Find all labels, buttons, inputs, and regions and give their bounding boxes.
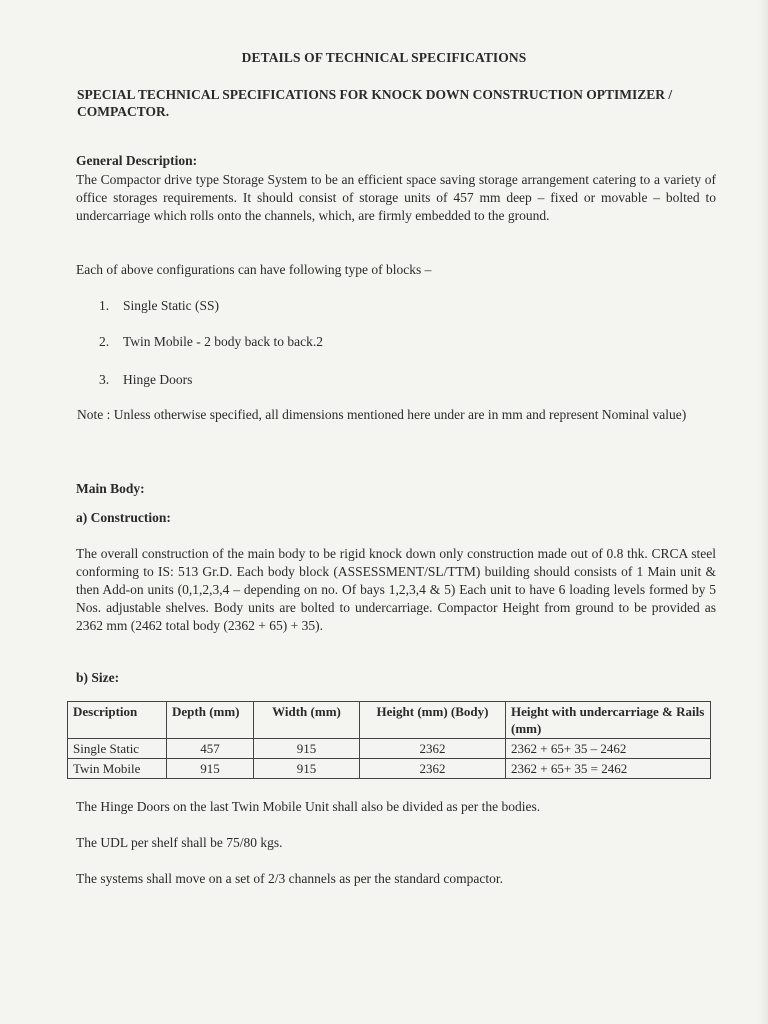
table-cell: Single Static	[68, 739, 167, 759]
table-header-cell: Height (mm) (Body)	[360, 702, 506, 739]
list-item-number: 2.	[99, 334, 110, 349]
table-header-cell: Height with undercarriage & Rails (mm)	[506, 702, 711, 739]
scan-edge-shadow	[758, 0, 768, 1024]
spec-title: SPECIAL TECHNICAL SPECIFICATIONS FOR KNOCK DOWN CONSTRUCTION OPTIMIZER / COMPACTOR.	[77, 87, 673, 119]
document-title: DETAILS OF TECHNICAL SPECIFICATIONS	[241, 50, 527, 65]
list-item	[99, 334, 323, 350]
table-header-cell: Width (mm)	[254, 702, 360, 739]
table-cell: 2362	[360, 759, 506, 779]
note-text: Note : Unless otherwise specified, all dimensions mentioned here under are in mm and represent Nominal value)	[77, 407, 687, 422]
note	[77, 406, 697, 424]
table-cell: 915	[254, 739, 360, 759]
table-header-cell: Depth (mm)	[167, 702, 254, 739]
list-item-label: Twin Mobile - 2 body back to back.2	[123, 334, 324, 349]
list-item-label: Hinge Doors	[123, 372, 193, 387]
table-cell: Twin Mobile	[68, 759, 167, 779]
closing-paragraph: The Hinge Doors on the last Twin Mobile Unit shall also be divided as per the bodies.	[76, 799, 541, 814]
table-row	[68, 759, 711, 779]
table-cell: 915	[254, 759, 360, 779]
table-header-cell: Description	[68, 702, 167, 739]
blocks-intro: Each of above configurations can have following type of blocks –	[76, 262, 432, 277]
table-header-row	[68, 702, 711, 739]
list-item-number: 3.	[99, 372, 110, 387]
table-row	[68, 739, 711, 759]
size-table	[67, 701, 711, 779]
list-item	[99, 298, 219, 314]
table-cell: 2362 + 65+ 35 = 2462	[506, 759, 711, 779]
construction-paragraph: The overall construction of the main body to be rigid knock down only construction made out of 0.8 thk. CRCA steel conforming to IS: 513 Gr.D. Each body block (ASSESSMENT/SL/TTM) building should consists of 1 Main unit & then Add-on units (0,1,2,3,4 – depending on no. Of bays 1,2,3,4 & 5) Each unit to have 6 loading levels formed by 5 Nos. adjustable shelves. Body units are bolted to undercarriage. Compactor Height from ground to be provided as 2362 mm (2462 total body (2362 + 65) + 35).	[76, 546, 716, 633]
list-item-number: 1.	[99, 298, 110, 313]
closing-paragraph: The systems shall move on a set of 2/3 channels as per the standard compactor.	[76, 871, 504, 886]
table-cell: 2362	[360, 739, 506, 759]
list-item	[99, 372, 192, 388]
list-item-label: Single Static (SS)	[123, 298, 220, 313]
general-description-paragraph: The Compactor drive type Storage System to be an efficient space saving storage arrangement catering to a variety of office storages requirements. It should consist of storage units of 457 mm deep – fixed or movable – bolted to undercarriage which rolls onto the channels, which, are firmly embedded to the ground.	[76, 172, 716, 223]
table-cell: 2362 + 65+ 35 – 2462	[506, 739, 711, 759]
closing-paragraph: The UDL per shelf shall be 75/80 kgs.	[76, 835, 283, 850]
construction-heading: a) Construction:	[76, 510, 171, 525]
table-cell: 457	[167, 739, 254, 759]
size-heading: b) Size:	[76, 670, 120, 685]
table-cell: 915	[167, 759, 254, 779]
main-body-heading: Main Body:	[76, 481, 145, 496]
general-description-heading: General Description:	[76, 153, 198, 168]
